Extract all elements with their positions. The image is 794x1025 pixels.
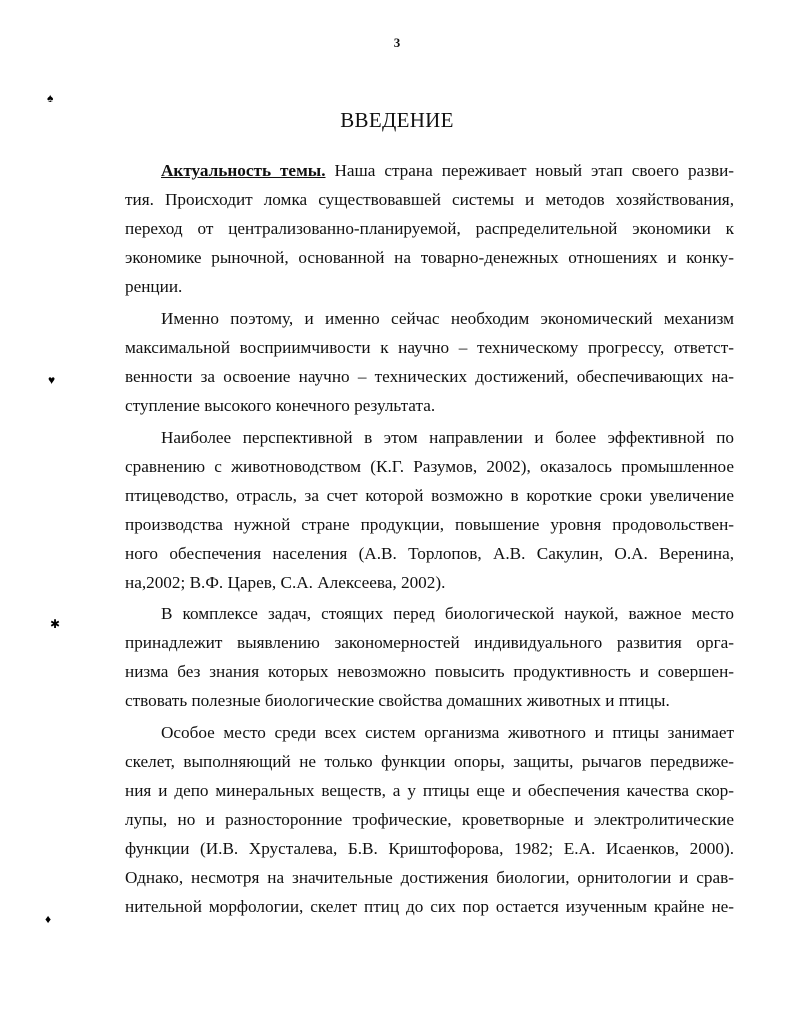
text-line-13: производства нужной стране продукции, повышение уровня продовольствен- (125, 515, 734, 534)
text-line-1-body: Наша страна переживает новый этап своего разви- (325, 161, 734, 180)
text-line-9: ступление высокого конечного результата. (125, 396, 436, 415)
text-line-12: птицеводство, отрасль, за счет которой возможно в короткие сроки увеличение (125, 486, 734, 505)
margin-spade-mark-icon: ♠ (47, 91, 54, 105)
margin-diamond-mark-icon: ♦ (45, 912, 52, 926)
text-line-3: переход от централизованно-планируемой, распределительной экономики к (125, 219, 734, 238)
text-line-17: принадлежит выявлению закономерностей индивидуального развития орга- (125, 633, 734, 652)
text-line-2: тия. Происходит ломка существовавшей системы и методов хозяйствования, (125, 190, 734, 209)
page-number: 3 (393, 35, 401, 50)
text-line-7: максимальной восприимчивости к научно – техническому прогрессу, ответст- (125, 338, 734, 357)
text-line-14: ного обеспечения населения (А.В. Торлопов, А.В. Сакулин, О.А. Веренина, (125, 544, 734, 563)
text-line-26: нительной морфологии, скелет птиц до сих пор остается изученным крайне не- (125, 897, 734, 916)
text-line-11: сравнению с животноводством (К.Г. Разумов, 2002), оказалось промышленное (125, 457, 734, 476)
topic-relevance-heading: Актуальность темы. (161, 161, 326, 180)
text-line-24: функции (И.В. Хрусталева, Б.В. Криштофорова, 1982; Е.А. Исаенков, 2000). (125, 839, 734, 858)
text-line-21: скелет, выполняющий не только функции опоры, защиты, рычагов передвиже- (125, 752, 734, 771)
margin-star-mark-icon: ✱ (50, 617, 61, 631)
text-line-18: низма без знания которых невозможно повысить продуктивность и совершен- (125, 662, 734, 681)
text-line-8: венности за освоение научно – технических достижений, обеспечивающих на- (125, 367, 734, 386)
margin-heart-mark-icon: ♥ (48, 373, 56, 387)
text-line-10: Наиболее перспективной в этом направлении и более эффективной по (161, 428, 734, 447)
text-line-20: Особое место среди всех систем организма животного и птицы занимает (161, 723, 734, 742)
text-line-22: ния и депо минеральных веществ, а у птицы еще и обеспечения качества скор- (125, 781, 734, 800)
text-line-15: на,2002; В.Ф. Царев, С.А. Алексеева, 2002). (125, 573, 446, 592)
text-line-16: В комплексе задач, стоящих перед биологической наукой, важное место (161, 604, 734, 623)
text-line-5: ренции. (125, 277, 183, 296)
text-line-23: лупы, но и разносторонние трофические, кроветворные и электролитические (125, 810, 734, 829)
text-line-19: ствовать полезные биологические свойства домашних животных и птицы. (125, 691, 670, 710)
text-line-1 (161, 156, 734, 185)
section-title: ВВЕДЕНИЕ (340, 108, 454, 132)
text-line-4: экономике рыночной, основанной на товарно-денежных отношениях и конку- (125, 248, 734, 267)
text-line-25: Однако, несмотря на значительные достижения биологии, орнитологии и срав- (125, 868, 734, 887)
text-line-6: Именно поэтому, и именно сейчас необходим экономический механизм (161, 309, 734, 328)
